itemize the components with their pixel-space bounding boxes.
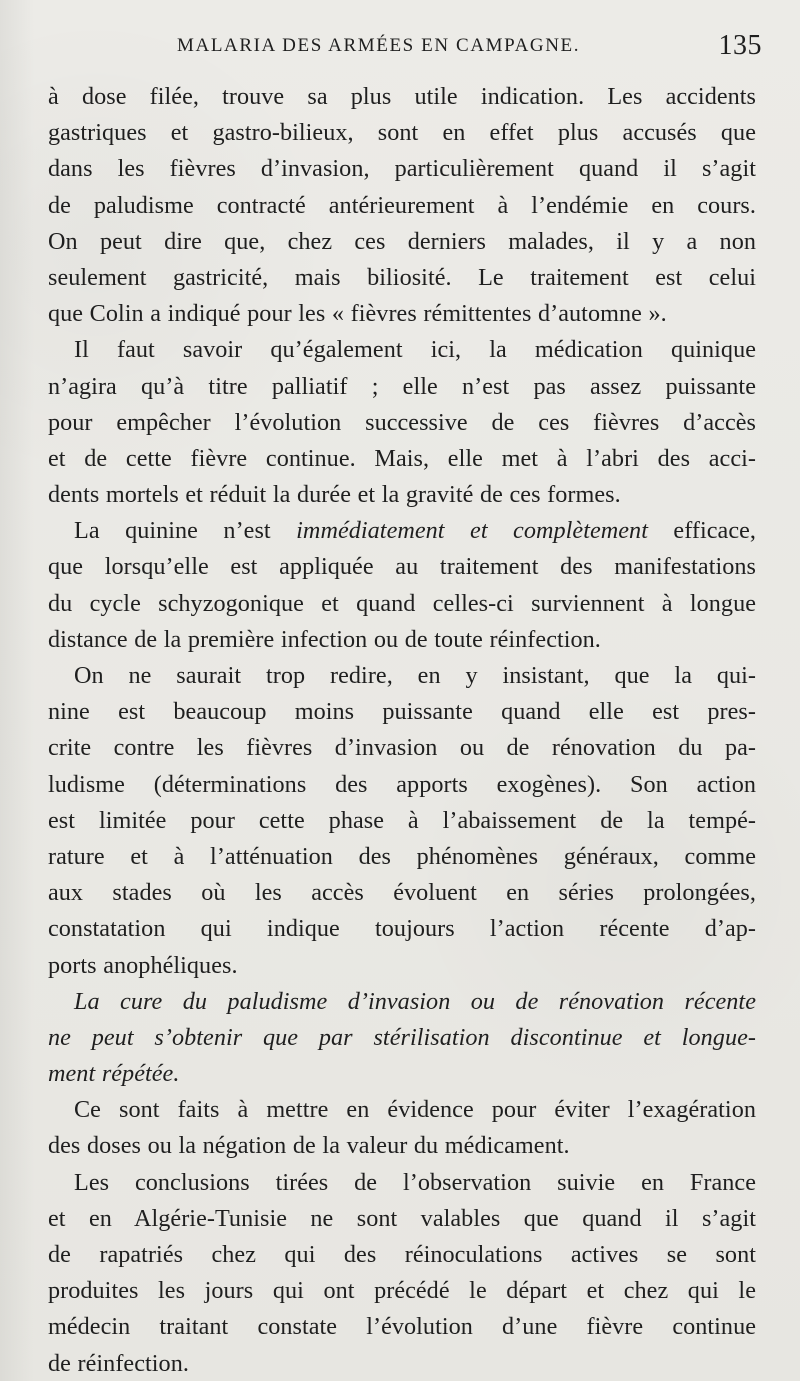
text-line: On peut dire que, chez ces derniers malades, il y a non (48, 227, 756, 255)
text-line: et de cette fièvre continue. Mais, elle met à l’abri des acci- (48, 444, 756, 472)
text-line: à dose filée, trouve sa plus utile indication. Les accidents (48, 83, 756, 110)
running-head: MALARIA DES ARMÉES EN CAMPAGNE. (177, 35, 581, 56)
text-line: crite contre les fièvres d’invasion ou de rénovation du pa- (48, 734, 756, 762)
paragraph-italic-conclusion (48, 984, 756, 1093)
text-line: Ce sont faits à mettre en évidence pour éviter l’exagération (74, 1096, 756, 1124)
text-line: que lorsqu’elle est appliquée au traitement des manifestations (48, 553, 756, 581)
text-line: dans les fièvres d’invasion, particulièrement quand il s’agit (48, 155, 756, 183)
text-line-with-emphasis (48, 513, 756, 549)
italic-text-line: ment répétée. (48, 1060, 180, 1088)
text-line: Il faut savoir qu’également ici, la médication quinique (74, 336, 756, 364)
page-number: 135 (718, 30, 762, 61)
text-line: dents mortels et réduit la durée et la gravité de ces formes. (48, 481, 621, 509)
paragraph-palliative (48, 332, 756, 513)
text-line: de paludisme contracté antérieurement à l’endémie en cours. (48, 191, 756, 219)
paragraph-quinine-efficacy (48, 513, 756, 658)
text-line: n’agira qu’à titre palliatif ; elle n’est pas assez puissante (48, 372, 756, 400)
text-line: pour empêcher l’évolution successive de ces fièvres d’accès (48, 408, 756, 436)
italic-emphasis: immédiatement et complètement (296, 517, 648, 545)
italic-text-line: La cure du paludisme d’invasion ou de rénovation récente (74, 987, 756, 1015)
text-line: Les conclusions tirées de l’observation suivie en France (74, 1168, 756, 1196)
text-line: aux stades où les accès évoluent en séries prolongées, (48, 879, 756, 907)
text-line: médecin traitant constate l’évolution d’une fièvre continue (48, 1313, 756, 1341)
emphasis-text: La quinine n’est (74, 517, 297, 545)
text-line: est limitée pour cette phase à l’abaissement de la tempé- (48, 806, 756, 834)
page-gutter-shadow (0, 0, 34, 1381)
text-line: et en Algérie-Tunisie ne sont valables que quand il s’agit (48, 1204, 756, 1232)
paragraph-continuation (48, 79, 756, 332)
body-text (48, 79, 756, 1381)
paragraph-observation-conclusions (48, 1165, 756, 1381)
paragraph-invasion-fevers (48, 658, 756, 984)
text-line: que Colin a indiqué pour les « fièvres rémittentes d’automne ». (48, 300, 667, 328)
text-line: des doses ou la négation de la valeur du médicament. (48, 1132, 570, 1160)
emphasis-text: efficace, (647, 517, 756, 545)
text-line: On ne saurait trop redire, en y insistant, que la qui- (74, 662, 756, 689)
text-line: ports anophéliques. (48, 951, 238, 979)
text-line: seulement gastricité, mais biliosité. Le traitement est celui (48, 263, 756, 291)
paragraph-dose-evidence (48, 1092, 756, 1164)
page-header (0, 0, 800, 70)
text-line: ludisme (déterminations des apports exogènes). Son action (48, 770, 756, 798)
text-line: de rapatriés chez qui des réinoculations actives se sont (48, 1241, 756, 1268)
text-line: gastriques et gastro-bilieux, sont en effet plus accusés que (48, 119, 756, 147)
text-line: rature et à l’atténuation des phénomènes généraux, comme (48, 842, 756, 870)
italic-text-line: ne peut s’obtenir que par stérilisation discontinue et longue- (48, 1023, 756, 1051)
text-line: distance de la première infection ou de toute réinfection. (48, 625, 601, 653)
text-line: de réinfection. (48, 1349, 189, 1377)
text-line: constatation qui indique toujours l’action récente d’ap- (48, 915, 756, 943)
text-line: nine est beaucoup moins puissante quand elle est pres- (48, 698, 756, 726)
text-line: produites les jours qui ont précédé le départ et chez qui le (48, 1277, 756, 1305)
text-line: du cycle schyzogonique et quand celles-ci surviennent à longue (48, 589, 756, 617)
